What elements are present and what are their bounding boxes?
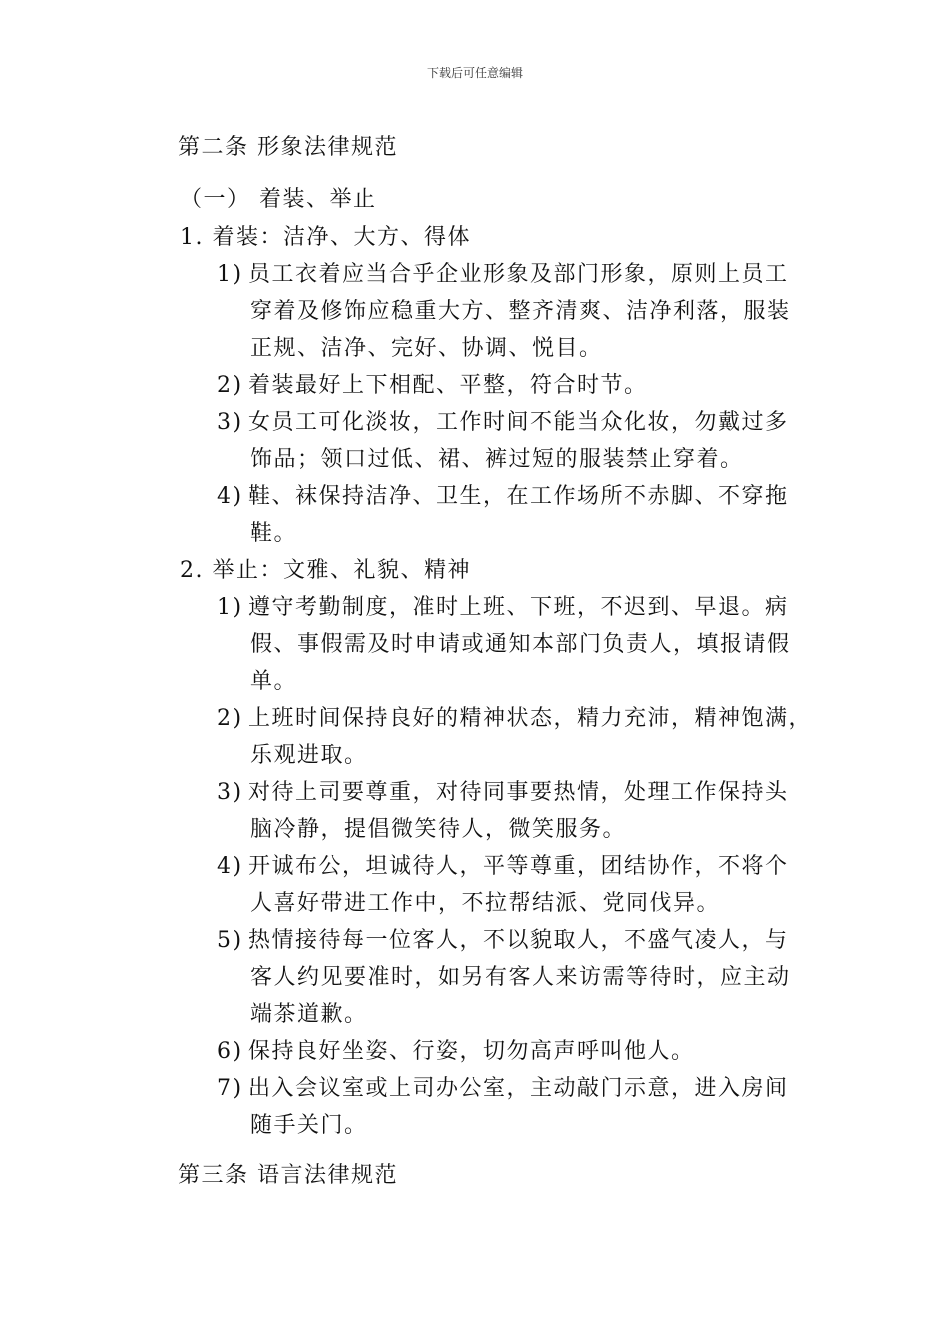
item-2-title: 2. 举止：文雅、礼貌、精神: [180, 558, 471, 583]
point-text: 着装最好上下相配、平整，符合时节。: [248, 373, 648, 398]
point-text: 上班时间保持良好的精神状态，精力充沛，精神饱满，: [248, 706, 813, 731]
point-number: 2): [217, 706, 243, 731]
point-number: 7): [217, 1076, 243, 1101]
point-text: 人喜好带进工作中，不拉帮结派、党同伐异。: [250, 891, 721, 916]
section-1-title: （一） 着装、举止: [180, 187, 377, 212]
point-text: 热情接待每一位客人，不以貌取人，不盛气凌人，与: [248, 928, 789, 953]
point-text: 对待上司要尊重，对待同事要热情，处理工作保持头: [248, 780, 789, 805]
article-3-title: 第三条 语言法律规范: [178, 1163, 398, 1188]
point-number: 6): [217, 1039, 243, 1064]
point-number: 3): [217, 410, 243, 435]
point-text: 单。: [250, 669, 298, 694]
point-text: 脑冷静，提倡微笑待人，微笑服务。: [250, 817, 627, 842]
point-text: 出入会议室或上司办公室，主动敲门示意，进入房间: [248, 1076, 789, 1101]
point-number: 5): [217, 928, 243, 953]
article-2-title: 第二条 形象法律规范: [178, 135, 398, 160]
point-text: 假、事假需及时申请或通知本部门负责人，填报请假: [250, 632, 791, 657]
point-text: 端茶道歉。: [250, 1002, 368, 1027]
point-text: 开诚布公，坦诚待人，平等尊重，团结协作，不将个: [248, 854, 789, 879]
point-text: 穿着及修饰应稳重大方、整齐清爽、洁净利落，服装: [250, 299, 791, 324]
point-text: 随手关门。: [250, 1113, 368, 1138]
point-text: 客人约见要准时，如另有客人来访需等待时，应主动: [250, 965, 791, 990]
point-number: 1): [217, 262, 243, 287]
point-text: 保持良好坐姿、行姿，切勿高声呼叫他人。: [248, 1039, 695, 1064]
item-1-title: 1. 着装：洁净、大方、得体: [180, 225, 471, 250]
point-text: 遵守考勤制度，准时上班、下班，不迟到、早退。病: [248, 595, 789, 620]
point-text: 员工衣着应当合乎企业形象及部门形象，原则上员工: [248, 262, 789, 287]
point-number: 1): [217, 595, 243, 620]
point-number: 2): [217, 373, 243, 398]
point-text: 女员工可化淡妆，工作时间不能当众化妆，勿戴过多: [248, 410, 789, 435]
page-header: 下载后可任意编辑: [426, 66, 523, 80]
point-number: 3): [217, 780, 243, 805]
point-text: 乐观进取。: [250, 743, 368, 768]
point-number: 4): [217, 484, 243, 509]
point-text: 鞋、袜保持洁净、卫生，在工作场所不赤脚、不穿拖: [248, 484, 789, 509]
point-number: 4): [217, 854, 243, 879]
point-text: 鞋。: [250, 521, 298, 546]
point-text: 饰品；领口过低、裙、裤过短的服装禁止穿着。: [250, 447, 744, 472]
point-text: 正规、洁净、完好、协调、悦目。: [250, 336, 603, 361]
